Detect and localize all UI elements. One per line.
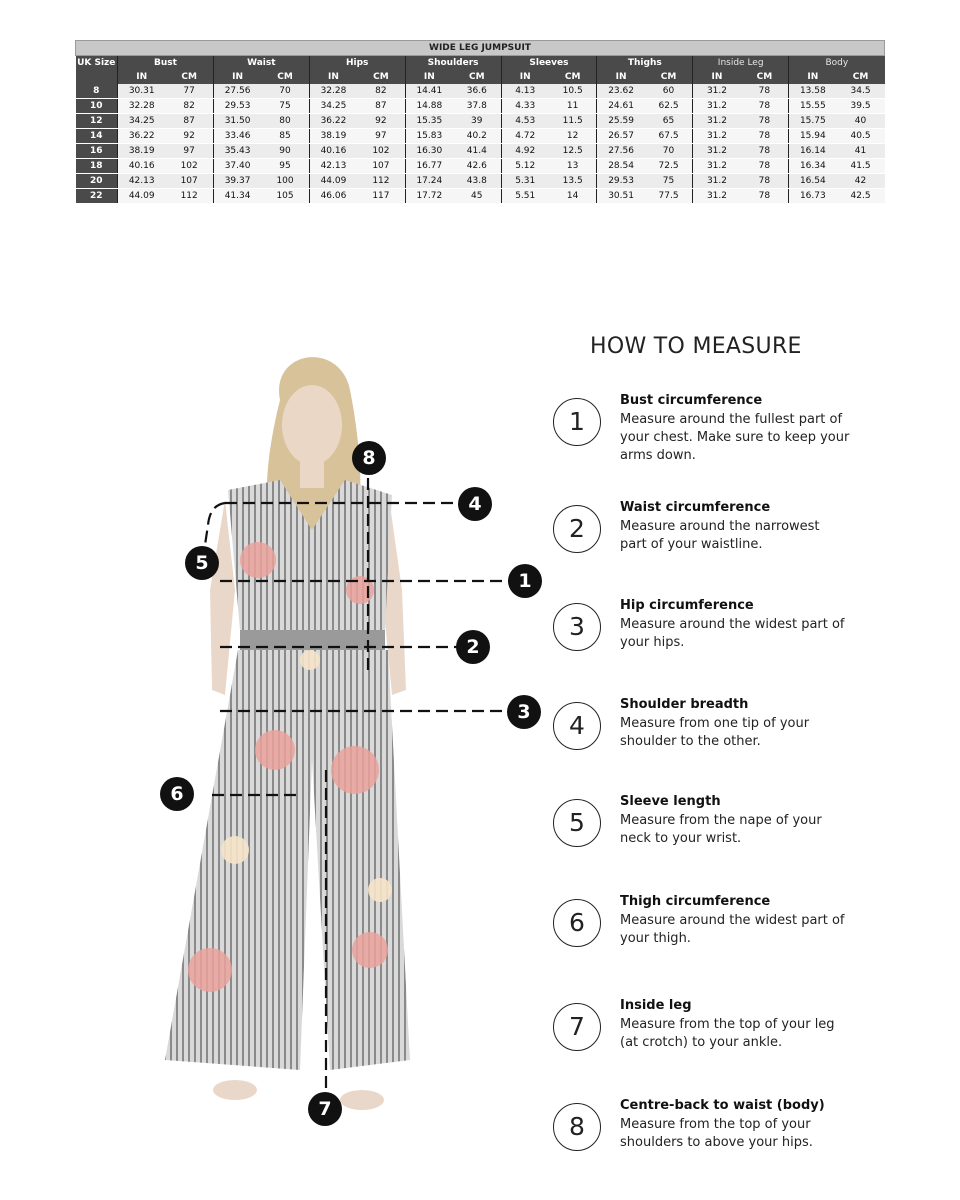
step-number: 5: [553, 799, 601, 847]
figure-marker-4: 4: [458, 487, 492, 521]
table-cell: 102: [165, 159, 213, 174]
table-cell: 40.16: [309, 144, 357, 159]
table-cell: 16.73: [789, 189, 837, 204]
table-cell: 36.6: [453, 84, 501, 99]
size-cell: 14: [76, 129, 118, 144]
table-cell: 95: [261, 159, 309, 174]
unit-header: CM: [165, 70, 213, 84]
table-cell: 75: [261, 99, 309, 114]
table-cell: 16.34: [789, 159, 837, 174]
unit-header: CM: [357, 70, 405, 84]
table-row: [76, 129, 885, 144]
table-cell: 16.30: [405, 144, 453, 159]
table-cell: 70: [645, 144, 693, 159]
table-cell: 31.2: [693, 174, 741, 189]
table-cell: 4.72: [501, 129, 549, 144]
table-cell: 11.5: [549, 114, 597, 129]
unit-header: IN: [597, 70, 645, 84]
step-title: Shoulder breadth: [620, 697, 749, 712]
table-cell: 97: [165, 144, 213, 159]
unit-header: CM: [645, 70, 693, 84]
measure-step-inside-leg: [553, 999, 883, 1069]
table-group-header-row: [76, 56, 885, 71]
table-cell: 27.56: [213, 84, 261, 99]
table-cell: 85: [261, 129, 309, 144]
table-cell: 14.88: [405, 99, 453, 114]
step-title: Sleeve length: [620, 794, 721, 809]
measure-step-shoulders: [553, 698, 883, 768]
group-header-sleeves: Sleeves: [501, 56, 597, 71]
table-cell: 13: [549, 159, 597, 174]
table-cell: 15.75: [789, 114, 837, 129]
figure-marker-6: 6: [160, 777, 194, 811]
table-cell: 65: [645, 114, 693, 129]
jumpsuit-model-illustration: [140, 330, 560, 1160]
measure-step-hips: [553, 599, 883, 669]
table-cell: 42.6: [453, 159, 501, 174]
step-number: 4: [553, 702, 601, 750]
table-cell: 41: [837, 144, 885, 159]
table-cell: 11: [549, 99, 597, 114]
group-header-thighs: Thighs: [597, 56, 693, 71]
table-cell: 37.40: [213, 159, 261, 174]
table-cell: 87: [357, 99, 405, 114]
table-title-row: [76, 41, 885, 56]
table-cell: 32.28: [309, 84, 357, 99]
table-cell: 44.09: [309, 174, 357, 189]
table-cell: 78: [741, 129, 789, 144]
table-cell: 40: [837, 114, 885, 129]
table-cell: 41.4: [453, 144, 501, 159]
step-title: Waist circumference: [620, 500, 771, 515]
table-cell: 40.5: [837, 129, 885, 144]
step-title: Thigh circumference: [620, 894, 771, 909]
table-cell: 17.72: [405, 189, 453, 204]
table-cell: 31.2: [693, 144, 741, 159]
measure-step-bust: [553, 394, 883, 464]
uk-size-header: UK Size: [76, 56, 118, 71]
table-cell: 32.28: [118, 99, 166, 114]
unit-header: IN: [213, 70, 261, 84]
table-cell: 92: [357, 114, 405, 129]
table-cell: 13.58: [789, 84, 837, 99]
table-cell: 70: [261, 84, 309, 99]
table-cell: 4.33: [501, 99, 549, 114]
step-number: 8: [553, 1103, 601, 1151]
unit-header-blank: [76, 70, 118, 84]
table-cell: 31.2: [693, 114, 741, 129]
step-description: Measure around the widest part of your thigh.: [620, 913, 845, 946]
figure-marker-3: 3: [507, 695, 541, 729]
table-cell: 42: [837, 174, 885, 189]
unit-header: IN: [501, 70, 549, 84]
table-cell: 42.13: [309, 159, 357, 174]
unit-header: CM: [837, 70, 885, 84]
step-description: Measure around the narrowest part of your waistline.: [620, 519, 820, 552]
table-cell: 36.22: [309, 114, 357, 129]
step-title: Inside leg: [620, 998, 692, 1013]
table-cell: 15.35: [405, 114, 453, 129]
model-figure: [140, 330, 560, 1160]
size-cell: 20: [76, 174, 118, 189]
step-title: Bust circumference: [620, 393, 763, 408]
table-cell: 16.54: [789, 174, 837, 189]
table-cell: 31.2: [693, 159, 741, 174]
size-cell: 18: [76, 159, 118, 174]
table-cell: 105: [261, 189, 309, 204]
table-cell: 100: [261, 174, 309, 189]
group-header-body: Body: [789, 56, 885, 71]
table-row: [76, 189, 885, 204]
unit-header: CM: [261, 70, 309, 84]
unit-header: IN: [789, 70, 837, 84]
table-cell: 4.92: [501, 144, 549, 159]
group-header-hips: Hips: [309, 56, 405, 71]
size-cell: 10: [76, 99, 118, 114]
table-cell: 36.22: [118, 129, 166, 144]
table-cell: 4.53: [501, 114, 549, 129]
table-cell: 5.31: [501, 174, 549, 189]
table-cell: 17.24: [405, 174, 453, 189]
unit-header: CM: [453, 70, 501, 84]
table-cell: 14.41: [405, 84, 453, 99]
group-header-bust: Bust: [118, 56, 214, 71]
table-cell: 72.5: [645, 159, 693, 174]
table-cell: 78: [741, 99, 789, 114]
figure-marker-2: 2: [456, 630, 490, 664]
table-cell: 92: [165, 129, 213, 144]
measure-step-thigh: [553, 895, 883, 965]
table-cell: 42.5: [837, 189, 885, 204]
table-title: WIDE LEG JUMPSUIT: [76, 41, 885, 56]
step-description: Measure around the widest part of your hips.: [620, 617, 845, 650]
table-cell: 28.54: [597, 159, 645, 174]
table-cell: 26.57: [597, 129, 645, 144]
table-cell: 10.5: [549, 84, 597, 99]
table-cell: 78: [741, 114, 789, 129]
measure-step-waist: [553, 501, 883, 571]
table-cell: 78: [741, 159, 789, 174]
table-cell: 112: [165, 189, 213, 204]
table-body: [76, 84, 885, 204]
unit-header: IN: [405, 70, 453, 84]
step-description: Measure from the nape of your neck to your wrist.: [620, 813, 822, 846]
table-cell: 37.8: [453, 99, 501, 114]
table-cell: 46.06: [309, 189, 357, 204]
how-to-measure-title: HOW TO MEASURE: [590, 334, 802, 359]
table-row: [76, 174, 885, 189]
table-cell: 33.46: [213, 129, 261, 144]
table-cell: 60: [645, 84, 693, 99]
table-cell: 107: [357, 159, 405, 174]
figure-marker-5: 5: [185, 546, 219, 580]
table-cell: 117: [357, 189, 405, 204]
table-cell: 31.2: [693, 189, 741, 204]
table-cell: 12.5: [549, 144, 597, 159]
table-cell: 44.09: [118, 189, 166, 204]
table-row: [76, 99, 885, 114]
figure-marker-8: 8: [352, 441, 386, 475]
table-cell: 31.2: [693, 84, 741, 99]
unit-header: IN: [309, 70, 357, 84]
table-cell: 31.2: [693, 129, 741, 144]
table-unit-row: [76, 70, 885, 84]
table-cell: 4.13: [501, 84, 549, 99]
table-cell: 24.61: [597, 99, 645, 114]
table-cell: 39.37: [213, 174, 261, 189]
step-number: 1: [553, 398, 601, 446]
table-cell: 102: [357, 144, 405, 159]
size-chart-table: [75, 40, 885, 204]
table-cell: 15.83: [405, 129, 453, 144]
size-cell: 12: [76, 114, 118, 129]
table-row: [76, 114, 885, 129]
table-cell: 90: [261, 144, 309, 159]
table-cell: 27.56: [597, 144, 645, 159]
group-header-shoulders: Shoulders: [405, 56, 501, 71]
step-number: 2: [553, 505, 601, 553]
table-cell: 112: [357, 174, 405, 189]
table-cell: 40.16: [118, 159, 166, 174]
table-cell: 30.31: [118, 84, 166, 99]
step-description: Measure around the fullest part of your chest. Make sure to keep your arms down.: [620, 412, 850, 463]
table-cell: 35.43: [213, 144, 261, 159]
table-cell: 78: [741, 189, 789, 204]
table-cell: 34.25: [309, 99, 357, 114]
table-row: [76, 159, 885, 174]
table-cell: 97: [357, 129, 405, 144]
table-cell: 78: [741, 84, 789, 99]
table-cell: 13.5: [549, 174, 597, 189]
table-cell: 34.25: [118, 114, 166, 129]
table-cell: 42.13: [118, 174, 166, 189]
table-cell: 5.51: [501, 189, 549, 204]
table-cell: 39.5: [837, 99, 885, 114]
table-cell: 62.5: [645, 99, 693, 114]
table-cell: 107: [165, 174, 213, 189]
step-number: 3: [553, 603, 601, 651]
table-cell: 82: [357, 84, 405, 99]
table-cell: 78: [741, 174, 789, 189]
size-cell: 22: [76, 189, 118, 204]
step-number: 6: [553, 899, 601, 947]
group-header-inside-leg: Inside Leg: [693, 56, 789, 71]
table-cell: 67.5: [645, 129, 693, 144]
step-description: Measure from the top of your shoulders to above your hips.: [620, 1117, 813, 1150]
step-title: Hip circumference: [620, 598, 754, 613]
unit-header: CM: [741, 70, 789, 84]
table-cell: 30.51: [597, 189, 645, 204]
table-cell: 14: [549, 189, 597, 204]
table-cell: 16.14: [789, 144, 837, 159]
measure-step-sleeve: [553, 795, 883, 865]
step-title: Centre-back to waist (body): [620, 1098, 825, 1113]
figure-marker-7: 7: [308, 1092, 342, 1126]
table-row: [76, 84, 885, 99]
unit-header: CM: [549, 70, 597, 84]
table-cell: 15.94: [789, 129, 837, 144]
table-cell: 34.5: [837, 84, 885, 99]
size-cell: 16: [76, 144, 118, 159]
table-cell: 80: [261, 114, 309, 129]
table-row: [76, 144, 885, 159]
table-cell: 43.8: [453, 174, 501, 189]
table-cell: 39: [453, 114, 501, 129]
table-cell: 23.62: [597, 84, 645, 99]
table-cell: 41.5: [837, 159, 885, 174]
table-cell: 29.53: [213, 99, 261, 114]
size-cell: 8: [76, 84, 118, 99]
table-cell: 31.50: [213, 114, 261, 129]
group-header-waist: Waist: [213, 56, 309, 71]
table-cell: 77.5: [645, 189, 693, 204]
step-description: Measure from one tip of your shoulder to the other.: [620, 716, 810, 749]
table-cell: 5.12: [501, 159, 549, 174]
table-cell: 25.59: [597, 114, 645, 129]
table-cell: 45: [453, 189, 501, 204]
figure-marker-1: 1: [508, 564, 542, 598]
measure-step-body: [553, 1099, 883, 1169]
table-cell: 16.77: [405, 159, 453, 174]
step-description: Measure from the top of your leg (at crotch) to your ankle.: [620, 1017, 835, 1050]
unit-header: IN: [693, 70, 741, 84]
table-cell: 15.55: [789, 99, 837, 114]
unit-header: IN: [118, 70, 166, 84]
table-cell: 12: [549, 129, 597, 144]
table-cell: 40.2: [453, 129, 501, 144]
table-cell: 77: [165, 84, 213, 99]
table-cell: 75: [645, 174, 693, 189]
table-cell: 82: [165, 99, 213, 114]
step-number: 7: [553, 1003, 601, 1051]
table-cell: 87: [165, 114, 213, 129]
table-cell: 29.53: [597, 174, 645, 189]
table-cell: 38.19: [309, 129, 357, 144]
table-cell: 41.34: [213, 189, 261, 204]
table-cell: 78: [741, 144, 789, 159]
table-cell: 31.2: [693, 99, 741, 114]
table-cell: 38.19: [118, 144, 166, 159]
